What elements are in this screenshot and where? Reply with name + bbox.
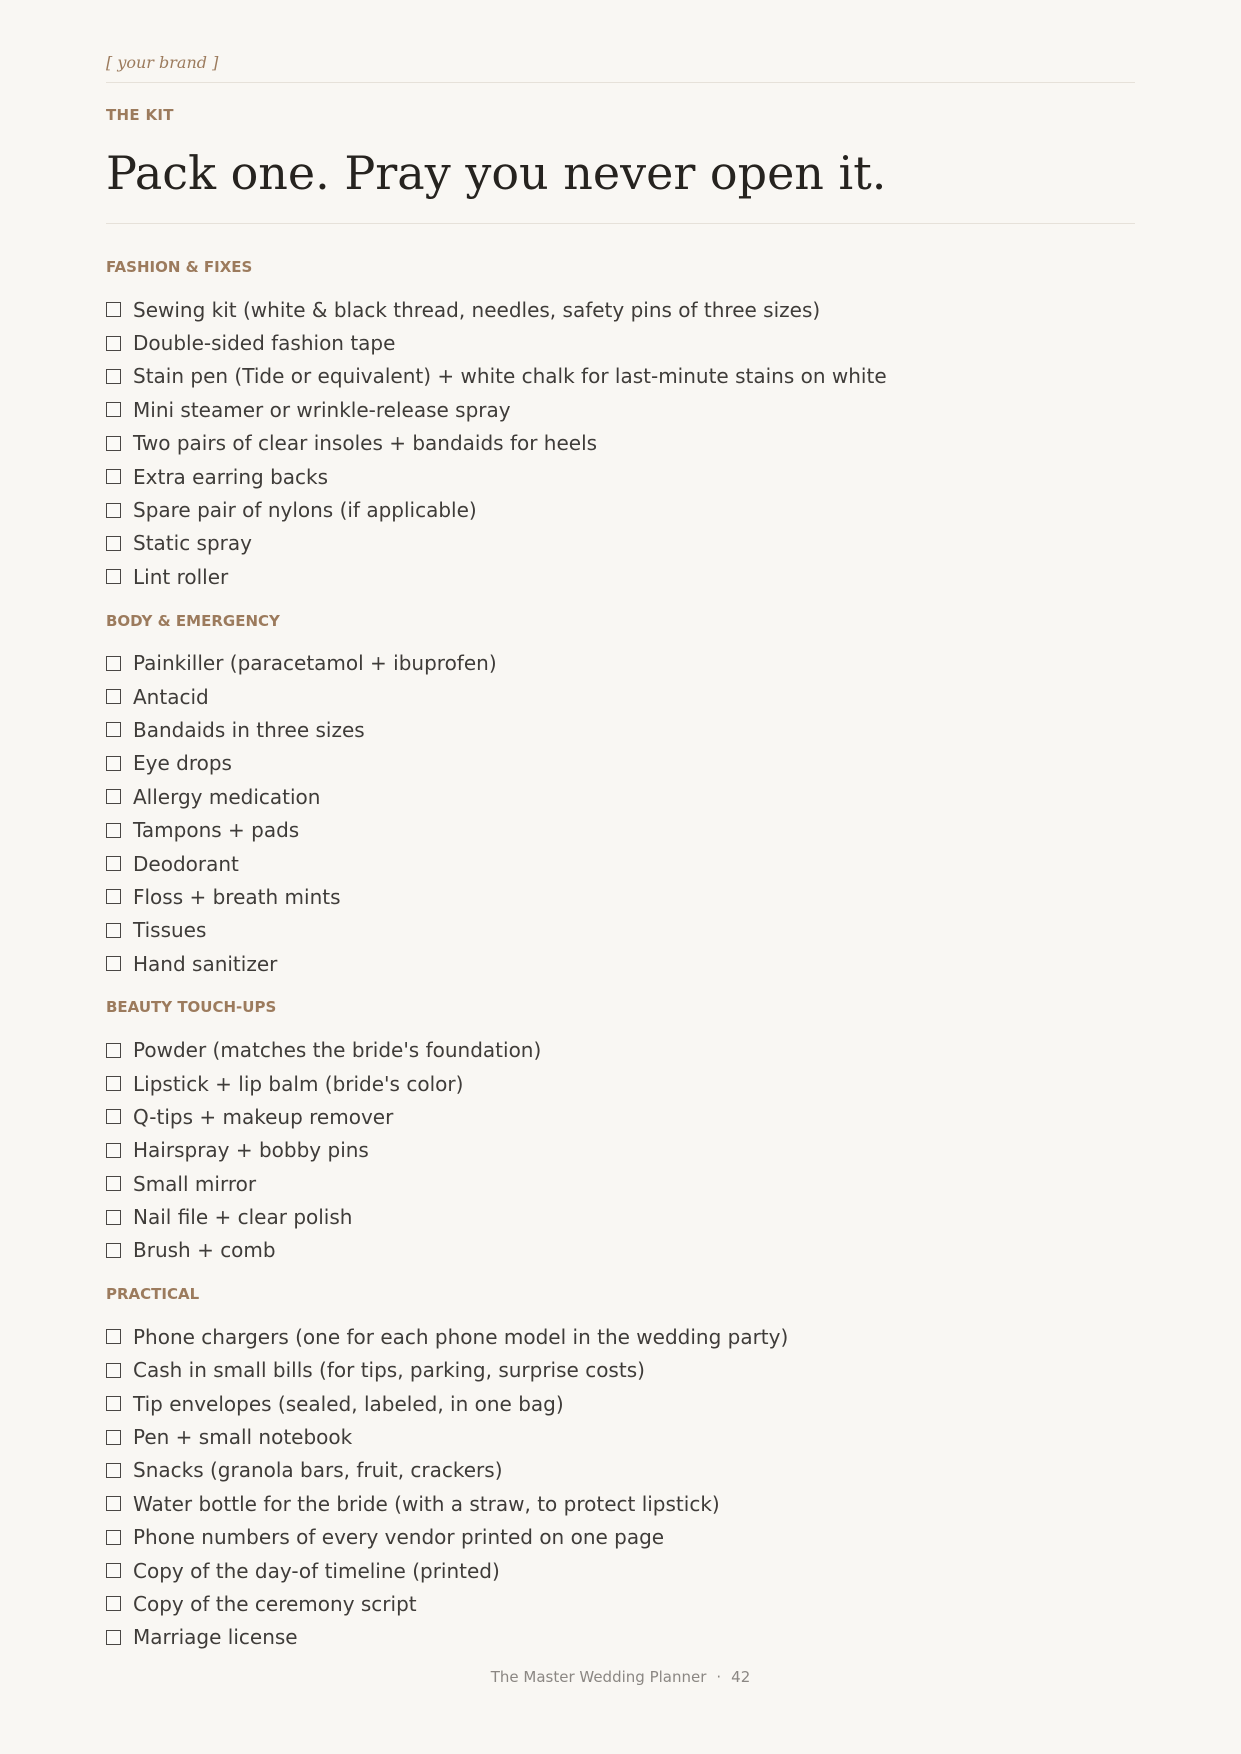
checkbox[interactable] [106, 1176, 121, 1191]
checklist-item [106, 1554, 1135, 1587]
checkbox[interactable] [106, 1329, 121, 1344]
checklist-item-label: Two pairs of clear insoles + bandaids for heels [133, 431, 598, 456]
checkbox[interactable] [106, 889, 121, 904]
checkbox[interactable] [106, 856, 121, 871]
checklist-item-label: Marriage license [133, 1625, 298, 1650]
checklist-item [106, 847, 1135, 880]
checklist-item-label: Eye drops [133, 751, 232, 776]
checkbox[interactable] [106, 1243, 121, 1258]
checklist-item-label: Bandaids in three sizes [133, 717, 365, 742]
checklist-item-label: Nail file + clear polish [133, 1205, 353, 1230]
checkbox[interactable] [106, 1210, 121, 1225]
section-heading: BODY & EMERGENCY [106, 611, 280, 630]
checklist-item [106, 460, 1135, 493]
checklist-item-label: Tampons + pads [133, 818, 300, 843]
checkbox[interactable] [106, 436, 121, 451]
checklist-item-label: Painkiller (paracetamol + ibuprofen) [133, 651, 497, 676]
checklist-item-label: Water bottle for the bride (with a straw, to protect lipstick) [133, 1491, 720, 1516]
checklist-item [106, 1454, 1135, 1487]
checklist-section [106, 610, 1135, 981]
checklist-item-label: Copy of the ceremony script [133, 1591, 417, 1616]
checkbox[interactable] [106, 823, 121, 838]
checklist-section [106, 996, 1135, 1267]
checklist-item-label: Floss + breath mints [133, 884, 341, 909]
page-number: 42 [731, 1668, 751, 1686]
checkbox[interactable] [106, 536, 121, 551]
checklist-item [106, 360, 1135, 393]
checklist-item-label: Tissues [133, 918, 207, 943]
checkbox[interactable] [106, 1430, 121, 1445]
checklist-item [106, 647, 1135, 680]
checklist-item [106, 427, 1135, 460]
checklist-item-label: Snacks (granola bars, fruit, crackers) [133, 1458, 503, 1483]
checklist-item-label: Extra earring backs [133, 464, 329, 489]
checklist-item [106, 1100, 1135, 1133]
checkbox[interactable] [106, 656, 121, 671]
checkbox[interactable] [106, 1396, 121, 1411]
checklist-item-label: Lint roller [133, 564, 229, 589]
checkbox[interactable] [106, 722, 121, 737]
page [106, 0, 1135, 1754]
checklist-item [106, 747, 1135, 780]
checklist-item [106, 560, 1135, 593]
checklist-item-label: Allergy medication [133, 784, 321, 809]
checklist-item [106, 493, 1135, 526]
checkbox[interactable] [106, 789, 121, 804]
checklist-item [106, 326, 1135, 359]
section-eyebrow: THE KIT [106, 106, 174, 124]
checkbox[interactable] [106, 689, 121, 704]
checkbox[interactable] [106, 1076, 121, 1091]
checklist-item [106, 293, 1135, 326]
checklist-item [106, 1320, 1135, 1353]
checklist-item-label: Tip envelopes (sealed, labeled, in one bag) [133, 1391, 564, 1416]
checklist-item-label: Hand sanitizer [133, 951, 278, 976]
checklist-item-label: Spare pair of nylons (if applicable) [133, 498, 477, 523]
checklist-item [106, 393, 1135, 426]
checkbox[interactable] [106, 1363, 121, 1378]
checklist-item [106, 680, 1135, 713]
header-divider [106, 82, 1135, 83]
checklist-item-label: Static spray [133, 531, 252, 556]
checklist-item [106, 1167, 1135, 1200]
checklist-item [106, 813, 1135, 846]
checklist-item-label: Hairspray + bobby pins [133, 1138, 369, 1163]
checkbox[interactable] [106, 1530, 121, 1545]
checkbox[interactable] [106, 569, 121, 584]
checkbox[interactable] [106, 302, 121, 317]
checkbox[interactable] [106, 402, 121, 417]
checkbox[interactable] [106, 1463, 121, 1478]
checklist-item [106, 880, 1135, 913]
checklist-item [106, 1621, 1135, 1654]
section-heading: PRACTICAL [106, 1285, 200, 1304]
checklist-item-label: Deodorant [133, 851, 239, 876]
page-footer [106, 1668, 1135, 1686]
checklist-item-label: Mini steamer or wrinkle-release spray [133, 397, 511, 422]
checklist-item-label: Brush + comb [133, 1238, 276, 1263]
checklist-item-label: Copy of the day-of timeline (printed) [133, 1558, 500, 1583]
checkbox[interactable] [106, 956, 121, 971]
checklist [106, 256, 1135, 1654]
section-heading: FASHION & FIXES [106, 258, 253, 276]
checklist-item [106, 1521, 1135, 1554]
checklist-item [106, 1420, 1135, 1453]
checkbox[interactable] [106, 336, 121, 351]
checklist-item-label: Lipstick + lip balm (bride's color) [133, 1071, 464, 1096]
checklist-item [106, 780, 1135, 813]
checkbox[interactable] [106, 1109, 121, 1124]
checkbox[interactable] [106, 503, 121, 518]
checkbox[interactable] [106, 756, 121, 771]
brand-placeholder: [ your brand ] [106, 53, 219, 72]
checklist-item-label: Pen + small notebook [133, 1425, 353, 1450]
checkbox[interactable] [106, 1596, 121, 1611]
checklist-item [106, 527, 1135, 560]
checkbox[interactable] [106, 1043, 121, 1058]
checklist-item [106, 1134, 1135, 1167]
checklist-item-label: Phone chargers (one for each phone model in the wedding party) [133, 1324, 789, 1349]
title-divider [106, 223, 1135, 224]
section-heading: BEAUTY TOUCH-UPS [106, 998, 277, 1017]
checklist-item [106, 914, 1135, 947]
checkbox[interactable] [106, 923, 121, 938]
checklist-item [106, 1487, 1135, 1520]
checkbox[interactable] [106, 469, 121, 484]
checkbox[interactable] [106, 1563, 121, 1578]
checkbox[interactable] [106, 1630, 121, 1645]
checklist-item [106, 1033, 1135, 1066]
checklist-item-label: Sewing kit (white & black thread, needles, safety pins of three sizes) [133, 297, 821, 322]
checklist-item [106, 713, 1135, 746]
checklist-item [106, 1234, 1135, 1267]
checklist-item-label: Phone numbers of every vendor printed on one page [133, 1525, 665, 1550]
checklist-item [106, 1387, 1135, 1420]
checklist-section [106, 1283, 1135, 1654]
checklist-item [106, 1200, 1135, 1233]
checklist-item-label: Stain pen (Tide or equivalent) + white chalk for last-minute stains on white [133, 364, 887, 389]
checklist-item [106, 1067, 1135, 1100]
checklist-item [106, 1587, 1135, 1620]
footer-separator: · [716, 1668, 722, 1686]
checkbox[interactable] [106, 1143, 121, 1158]
checklist-item-label: Small mirror [133, 1171, 257, 1196]
checklist-item-label: Cash in small bills (for tips, parking, surprise costs) [133, 1358, 645, 1383]
checklist-item [106, 947, 1135, 980]
page-title: Pack one. Pray you never open it. [106, 146, 887, 200]
checkbox[interactable] [106, 369, 121, 384]
checklist-item-label: Double-sided fashion tape [133, 331, 396, 356]
checklist-item-label: Q-tips + makeup remover [133, 1104, 394, 1129]
checkbox[interactable] [106, 1496, 121, 1511]
checklist-item-label: Antacid [133, 684, 209, 709]
footer-book-title: The Master Wedding Planner [490, 1668, 707, 1686]
checklist-section [106, 256, 1135, 594]
checklist-item [106, 1354, 1135, 1387]
checklist-item-label: Powder (matches the bride's foundation) [133, 1038, 542, 1063]
